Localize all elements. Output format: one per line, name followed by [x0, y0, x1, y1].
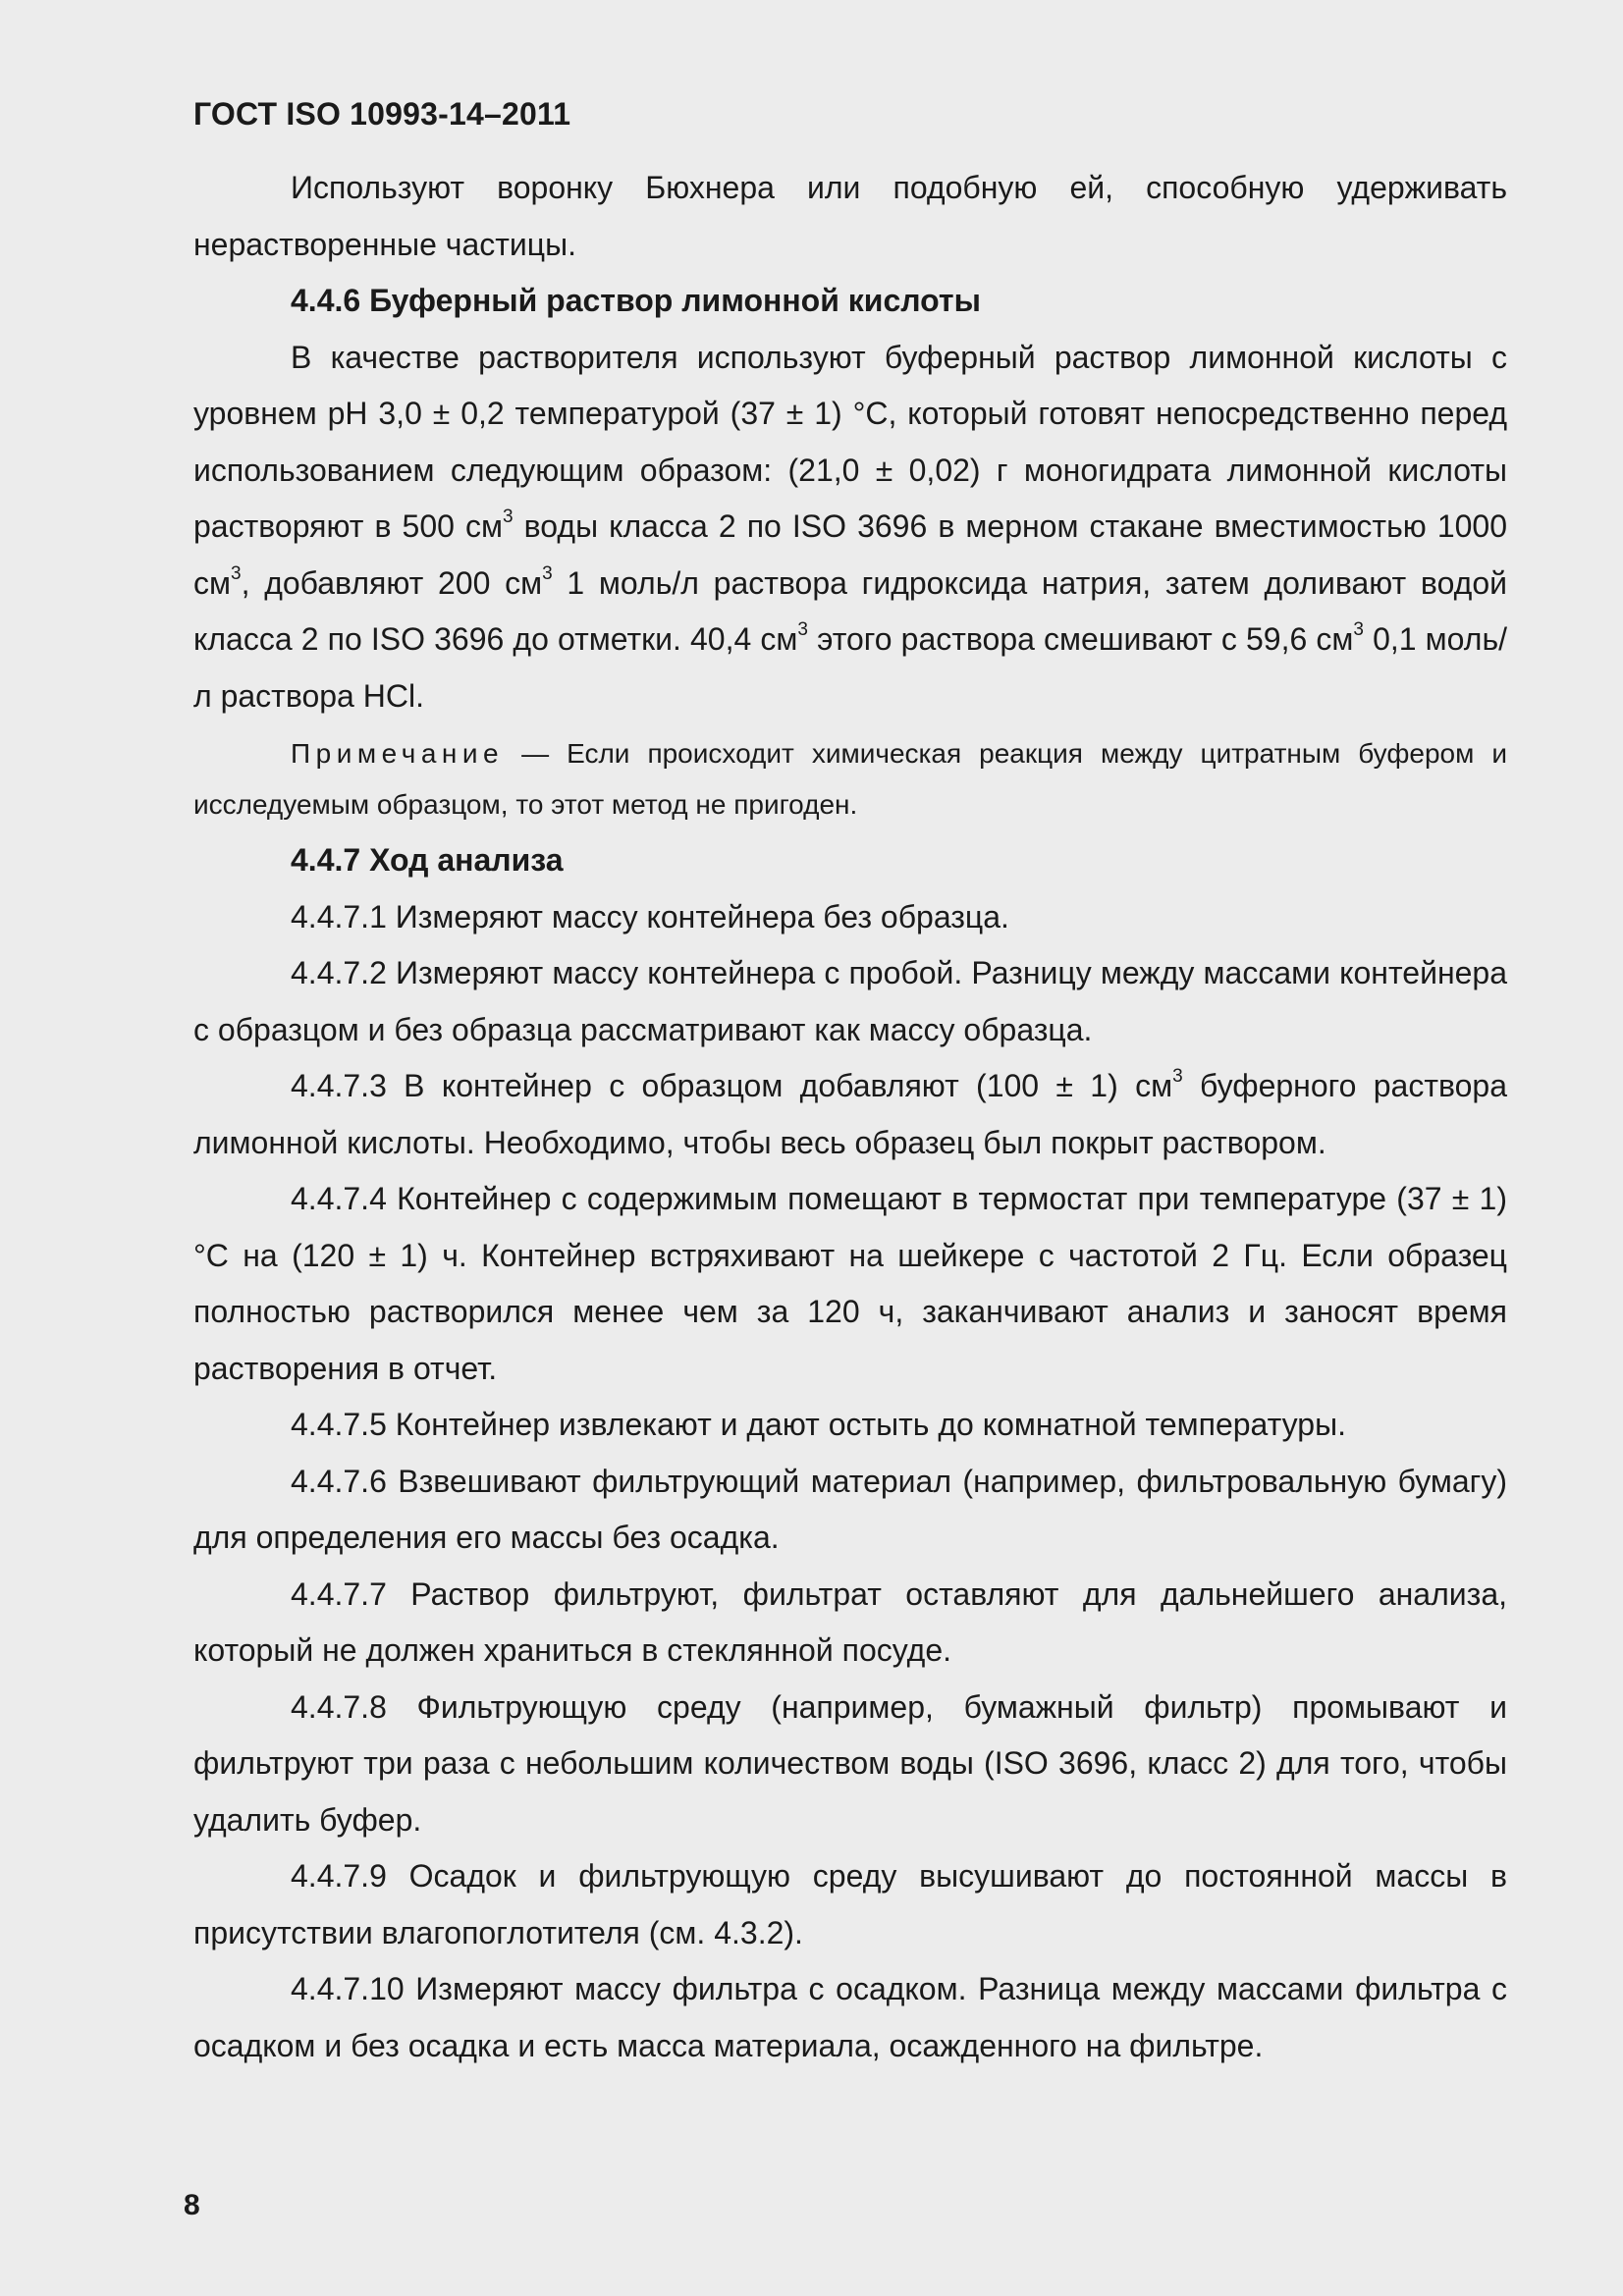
step-4-4-7-9: 4.4.7.9 Осадок и фильтрующую среду высушивают до постоянной массы в присутствии влагопоглотителя (см. 4.3.2).	[193, 1858, 1507, 1950]
step-4-4-7-5: 4.4.7.5 Контейнер извлекают и дают остыть до комнатной температуры.	[291, 1407, 1346, 1442]
text-run: 1 моль/л раствора гидроксида натрия, затем доливают водой класса 2 по ISO 3696 до отметки. 40,4 см	[193, 564, 1508, 657]
superscript: 3	[503, 507, 514, 528]
text-run: буферного раствора лимонной кислоты. Необходимо, чтобы весь образец был покрыт раствором.	[193, 1068, 1508, 1160]
paragraph-citric-buffer	[193, 330, 1507, 725]
superscript: 3	[542, 562, 553, 584]
superscript: 3	[1172, 1066, 1183, 1088]
section-heading-4-4-7: 4.4.7 Ход анализа	[291, 842, 564, 878]
note-paragraph	[193, 728, 1507, 830]
note-text: — Если происходит химическая реакция между цитратным буфером и исследуемым образцом, то этот метод не пригоден.	[193, 738, 1507, 820]
document-header: ГОСТ ISO 10993-14–2011	[193, 96, 571, 132]
step-4-4-7-2: 4.4.7.2 Измеряют массу контейнера с пробой. Разницу между массами контейнера с образцом и без образца рассматривают как массу образца.	[193, 955, 1507, 1047]
section-heading-4-4-6: 4.4.6 Буферный раствор лимонной кислоты	[291, 283, 981, 318]
text-run: этого раствора смешивают с 59,6 см	[807, 621, 1354, 657]
text-run: , добавляют 200 см	[241, 564, 543, 601]
step-4-4-7-8: 4.4.7.8 Фильтрующую среду (например, бумажный фильтр) промывают и фильтруют три раза с небольшим количеством воды (ISO 3696, класс 2) для того, чтобы удалить буфер.	[193, 1688, 1507, 1838]
step-4-4-7-1: 4.4.7.1 Измеряют массу контейнера без образца.	[291, 898, 1009, 934]
paragraph-buchner-funnel: Используют воронку Бюхнера или подобную ей, способную удерживать нерастворенные частицы.	[193, 170, 1507, 262]
text-run: В качестве растворителя используют буферный раствор лимонной кислоты с уровнем pH 3,0 ± 0,2 температурой (37 ± 1) °С, который готовят непосредственно перед использованием следующим образом: (21,0 ± 0,02) г моногидрата лимонной кислоты растворяют в 500 см	[193, 339, 1507, 544]
page-number: 8	[184, 2189, 200, 2221]
text-run: 4.4.7.3 В контейнер с образцом добавляют (100 ± 1) см	[291, 1068, 1173, 1103]
document-body	[193, 160, 1507, 2074]
step-4-4-7-10: 4.4.7.10 Измеряют массу фильтра с осадком. Разница между массами фильтра с осадком и без осадка и есть масса материала, осажденного на фильтре.	[193, 1971, 1507, 2063]
text-run: 0,1 моль/л раствора HCl.	[193, 621, 1508, 714]
text-run: воды класса 2 по ISO 3696 в мерном стакане вместимостью 1000 см	[193, 508, 1508, 601]
superscript: 3	[797, 619, 808, 641]
superscript: 3	[1353, 619, 1364, 641]
step-4-4-7-6: 4.4.7.6 Взвешивают фильтрующий материал (например, фильтровальную бумагу) для определения его массы без осадка.	[193, 1463, 1507, 1555]
superscript: 3	[231, 562, 242, 584]
step-4-4-7-4: 4.4.7.4 Контейнер с содержимым помещают в термостат при температуре (37 ± 1) °С на (120 ± 1) ч. Контейнер встряхивают на шейкере с частотой 2 Гц. Если образец полностью растворился менее чем за 120 ч, заканчивают анализ и заносят время растворения в отчет.	[193, 1181, 1507, 1386]
note-label: Примечание	[291, 738, 505, 769]
step-4-4-7-3	[193, 1058, 1507, 1171]
step-4-4-7-7: 4.4.7.7 Раствор фильтруют, фильтрат оставляют для дальнейшего анализа, который не должен храниться в стеклянной посуде.	[193, 1575, 1507, 1668]
